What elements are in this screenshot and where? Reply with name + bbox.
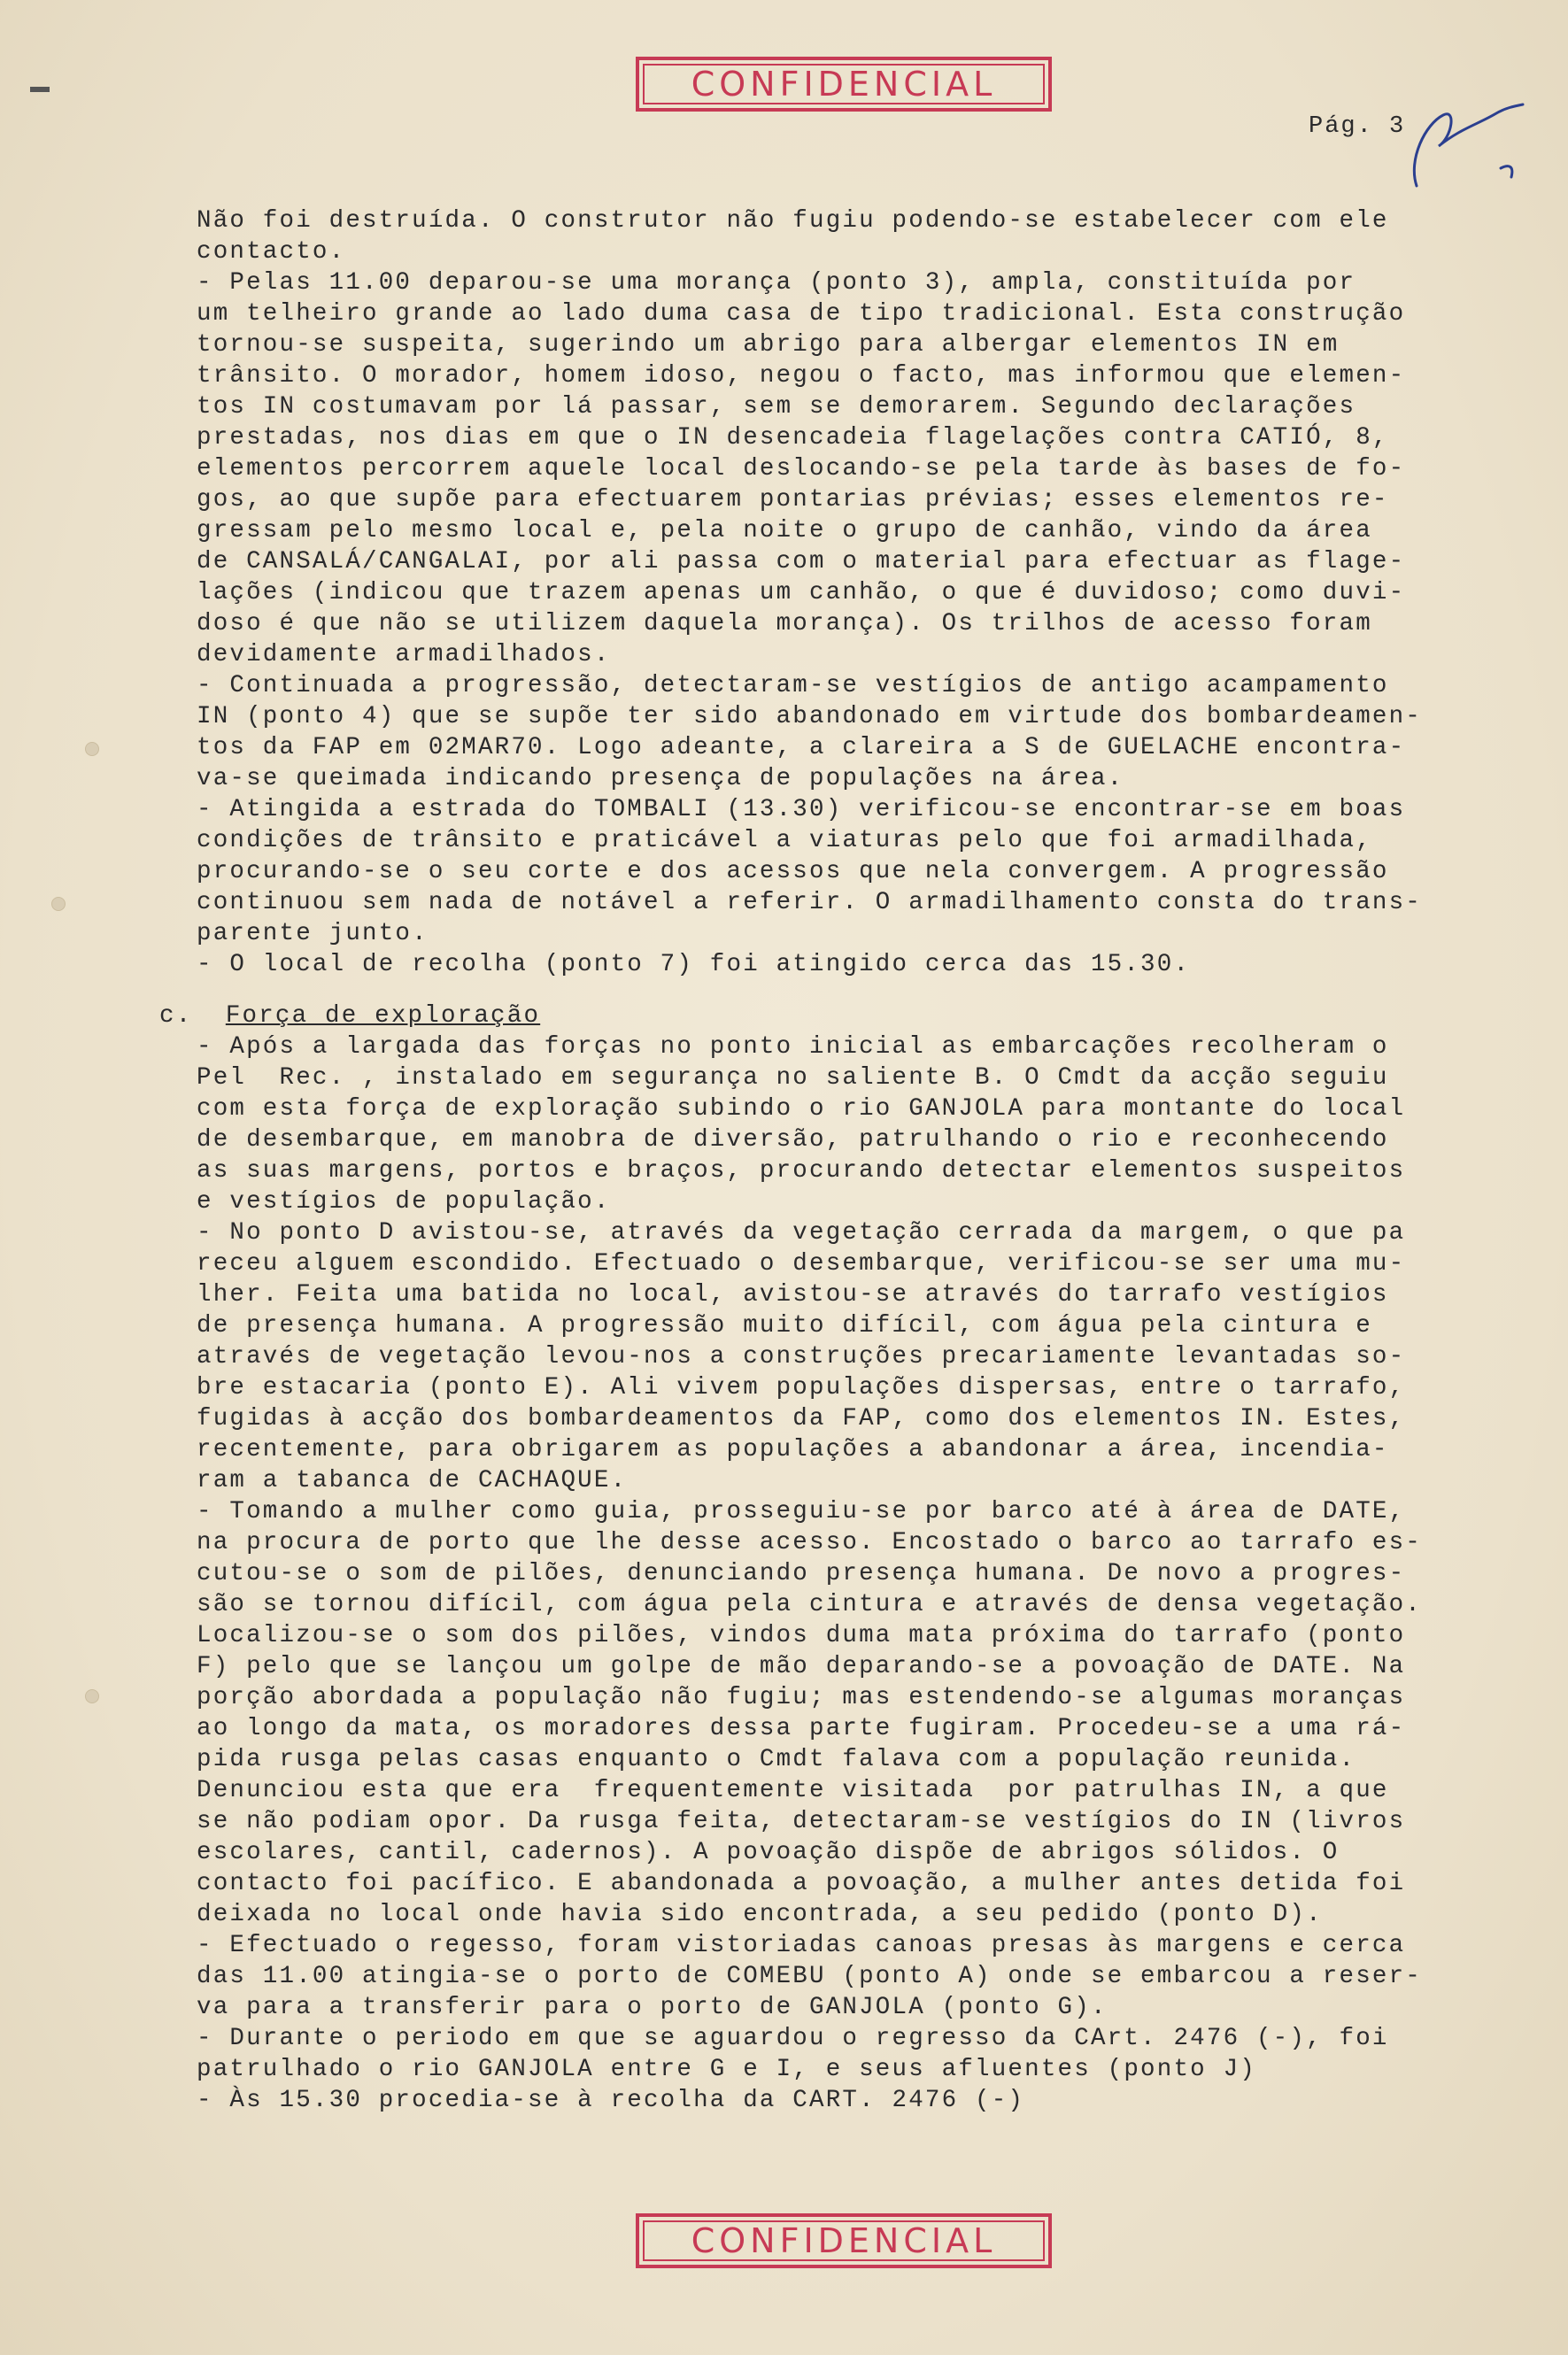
page-number: Pág. 3 [1309,113,1406,140]
text-line: pida rusga pelas casas enquanto o Cmdt falava com a população reunida. [197,1746,1356,1773]
text-line: lações (indicou que trazem apenas um canhão, o que é duvidoso; como duvi- [197,579,1406,606]
punch-hole-mark [51,897,66,911]
text-line: - Pelas 11.00 deparou-se uma morança (ponto 3), ampla, constituída por [197,269,1356,297]
body-text-part1 [197,205,1480,980]
confidential-stamp-bottom [636,2213,1052,2268]
text-line: elementos percorrem aquele local deslocando-se pela tarde às bases de fo- [197,455,1406,483]
stamp-text: CONFIDENCIAL [643,2220,1045,2261]
text-line: - Durante o periodo em que se aguardou o regresso da CArt. 2476 (-), foi [197,2025,1389,2052]
text-line: - Após a largada das forças no ponto inicial as embarcações recolheram o [197,1033,1389,1061]
text-line: tos da FAP em 02MAR70. Logo adeante, a clareira a S de GUELACHE encontra- [197,734,1406,761]
text-line: gressam pelo mesmo local e, pela noite o grupo de canhão, vindo da área [197,517,1372,544]
text-line: - Atingida a estrada do TOMBALI (13.30) verificou-se encontrar-se em boas [197,796,1406,823]
punch-hole-mark [85,742,99,756]
section-label: c. [159,1002,193,1030]
text-line: F) pelo que se lançou um golpe de mão deparando-se a povoação de DATE. Na [197,1653,1406,1680]
stamp-text: CONFIDENCIAL [643,64,1045,104]
text-line: - Continuada a progressão, detectaram-se vestígios de antigo acampamento [197,672,1389,699]
text-line: através de vegetação levou-nos a construções precariamente levantadas so- [197,1343,1406,1371]
text-line: condições de trânsito e praticável a viaturas pelo que foi armadilhada, [197,827,1372,854]
text-line: ao longo da mata, os moradores dessa parte fugiram. Procedeu-se a uma rá- [197,1715,1406,1742]
text-line: - Efectuado o regesso, foram vistoriadas canoas presas às margens e cerca [197,1932,1406,1959]
text-line: IN (ponto 4) que se supõe ter sido abandonado em virtude dos bombardeamen- [197,703,1422,730]
section-heading [159,1000,540,1031]
text-line: receu alguem escondido. Efectuado o desembarque, verificou-se ser uma mu- [197,1250,1406,1278]
text-line: fugidas à acção dos bombardeamentos da FAP, como dos elementos IN. Estes, [197,1405,1406,1432]
text-line: cutou-se o som de pilões, denunciando presença humana. De novo a progres- [197,1560,1406,1587]
text-line: Não foi destruída. O construtor não fugiu podendo-se estabelecer com ele [197,207,1389,235]
text-line: das 11.00 atingia-se o porto de COMEBU (ponto A) onde se embarcou a reser- [197,1963,1422,1990]
text-line: as suas margens, portos e braços, procurando detectar elementos suspeitos [197,1157,1406,1185]
text-line: continuou sem nada de notável a referir. O armadilhamento consta do trans- [197,889,1422,916]
text-line: tornou-se suspeita, sugerindo um abrigo para albergar elementos IN em [197,331,1340,359]
text-line: bre estacaria (ponto E). Ali vivem populações dispersas, entre o tarrafo, [197,1374,1406,1401]
text-line: ram a tabanca de CACHAQUE. [197,1467,628,1494]
text-line: escolares, cantil, cadernos). A povoação dispõe de abrigos sólidos. O [197,1839,1340,1866]
text-line: patrulhado o rio GANJOLA entre G e I, e seus afluentes (ponto J) [197,2056,1256,2083]
text-line: gos, ao que supõe para efectuarem pontarias prévias; esses elementos re- [197,486,1389,513]
text-line: - O local de recolha (ponto 7) foi atingido cerca das 15.30. [197,951,1191,978]
text-line: trânsito. O morador, homem idoso, negou o facto, mas informou que elemen- [197,362,1406,390]
text-line: tos IN costumavam por lá passar, sem se demorarem. Segundo declarações [197,393,1356,421]
text-line: um telheiro grande ao lado duma casa de tipo tradicional. Esta construção [197,300,1406,328]
confidential-stamp-top [636,57,1052,112]
staple-mark [30,87,50,92]
text-line: deixada no local onde havia sido encontrada, a seu pedido (ponto D). [197,1901,1323,1928]
text-line: de desembarque, em manobra de diversão, patrulhando o rio e reconhecendo [197,1126,1389,1154]
text-line: prestadas, nos dias em que o IN desencadeia flagelações contra CATIÓ, 8, [197,424,1389,452]
text-line: - Tomando a mulher como guia, prosseguiu-se por barco até à área de DATE, [197,1498,1406,1525]
text-line: Denunciou esta que era frequentemente visitada por patrulhas IN, a que [197,1777,1389,1804]
text-line: de presença humana. A progressão muito difícil, com água pela cintura e [197,1312,1372,1340]
text-line: com esta força de exploração subindo o rio GANJOLA para montante do local [197,1095,1406,1123]
text-line: se não podiam opor. Da rusga feita, detectaram-se vestígios do IN (livros [197,1808,1406,1835]
text-line: devidamente armadilhados. [197,641,611,668]
text-line: recentemente, para obrigarem as populações a abandonar a área, incendia- [197,1436,1389,1463]
body-text-part2 [197,1031,1480,2116]
text-line: contacto. [197,238,346,266]
signature-icon [1390,97,1541,195]
text-line: Localizou-se o som dos pilões, vindos duma mata próxima do tarrafo (ponto [197,1622,1406,1649]
text-line: na procura de porto que lhe desse acesso. Encostado o barco ao tarrafo es- [197,1529,1422,1556]
text-line: - Às 15.30 procedia-se à recolha da CART. 2476 (-) [197,2087,1025,2114]
text-line: va-se queimada indicando presença de populações na área. [197,765,1124,792]
text-line: porção abordada a população não fugiu; mas estendendo-se algumas moranças [197,1684,1406,1711]
text-line: de CANSALÁ/CANGALAI, por ali passa com o material para efectuar as flage- [197,548,1406,575]
text-line: - No ponto D avistou-se, através da vegetação cerrada da margem, o que pa [197,1219,1406,1247]
text-line: contacto foi pacífico. E abandonada a povoação, a mulher antes detida foi [197,1870,1406,1897]
text-line: lher. Feita uma batida no local, avistou-se através do tarrafo vestígios [197,1281,1389,1309]
text-line: Pel Rec. , instalado em segurança no saliente B. O Cmdt da acção seguiu [197,1064,1389,1092]
text-line: doso é que não se utilizem daquela morança). Os trilhos de acesso foram [197,610,1372,637]
punch-hole-mark [85,1689,99,1703]
text-line: parente junto. [197,920,429,947]
text-line: procurando-se o seu corte e dos acessos que nela convergem. A progressão [197,858,1389,885]
text-line: e vestígios de população. [197,1188,611,1216]
text-line: são se tornou difícil, com água pela cintura e através de densa vegetação. [197,1591,1422,1618]
section-title: Força de exploração [225,1002,541,1030]
text-line: va para a transferir para o porto de GANJOLA (ponto G). [197,1994,1108,2021]
